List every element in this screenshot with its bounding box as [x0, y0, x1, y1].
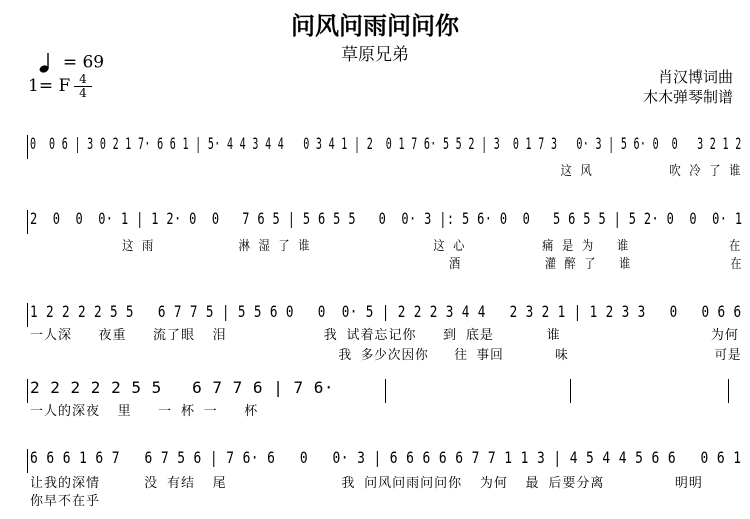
lyric-line: 这 风 吹 冷 了 谁 — [30, 164, 742, 179]
barline — [728, 379, 729, 403]
notation-line: 6 6 6 1 6 7 6 7 5 6 | 7 6· 6 0 0· 3 | 6 6 6 6 6 7 7 1 1 3 | 4 5 4 4 5 6 6 0 6 1 — [30, 448, 742, 467]
staff-system-5 — [0, 448, 750, 518]
lyric-line: 你早不在乎 — [30, 494, 101, 509]
staff-system-3 — [0, 302, 750, 372]
barline — [385, 379, 386, 403]
lyric-line: 酒 灌 醉 了 谁 在 — [30, 257, 743, 272]
staff-system-2 — [0, 209, 750, 279]
barline — [27, 379, 28, 403]
time-signature-top: 4 — [79, 72, 87, 86]
lyric-line: 让我的深情 没 有结 尾 我 问风问雨问问你 为何 最 后要分离 明明 — [30, 476, 703, 491]
barline — [27, 135, 28, 159]
staff-system-1 — [0, 134, 750, 204]
barline — [570, 379, 571, 403]
composer-credit: 肖汉博词曲 — [657, 68, 733, 86]
quarter-note-icon — [39, 52, 51, 74]
notation-line: 2 0 0 0· 1 | 1 2· 0 0 7 6 5 | 5 6 5 5 0 0· 3 |: 5 6· 0 0 5 6 5 5 | 5 2· 0 0 0· 1 — [30, 209, 743, 228]
lyric-line: 这 雨 淋 湿 了 谁 这 心 痛 是 为 谁 在 — [30, 239, 742, 254]
time-signature-bottom: 4 — [79, 86, 87, 100]
tempo-marking — [28, 32, 104, 74]
barline — [27, 303, 28, 327]
notation-line: 2 2 2 2 2 5 5 6 7 7 6 | 7 6· — [30, 378, 334, 397]
time-signature — [74, 73, 92, 100]
notation-line: 1 2 2 2 2 5 5 6 7 7 5 | 5 5 6 0 0 0· 5 | 2 2 2 3 4 4 2 3 2 1 | 1 2 3 3 0 0 6 6 — [30, 302, 742, 321]
tempo-value: = 69 — [62, 52, 105, 73]
staff-system-4 — [0, 378, 750, 448]
transcriber-credit: 木木弹琴制谱 — [642, 88, 733, 106]
lyric-line: 我 多少次因你 往 事回 味 可是 — [30, 348, 742, 363]
song-title: 问风问雨问问你 — [291, 12, 459, 40]
key-signature: 1= F — [28, 76, 71, 96]
barline — [27, 210, 28, 234]
barline — [27, 449, 28, 473]
lyric-line: 一人深 夜重 流了眼 泪 我 试着忘记你 到 底是 谁 为何 — [30, 328, 739, 343]
song-subtitle: 草原兄弟 — [341, 45, 409, 65]
notation-line: 0 0 6 | 3 0 2 1 7· 6 6 1 | 5· 4 4 3 4 4 0 3 4 1 | 2 0 1 7 6· 5 5 2 | 3 0 1 7 3 0· 3 | 5 6· 0 0 3 2 1 2 — [30, 134, 742, 153]
lyric-line: 一人的深夜 里 一 杯 一 杯 — [30, 404, 259, 419]
